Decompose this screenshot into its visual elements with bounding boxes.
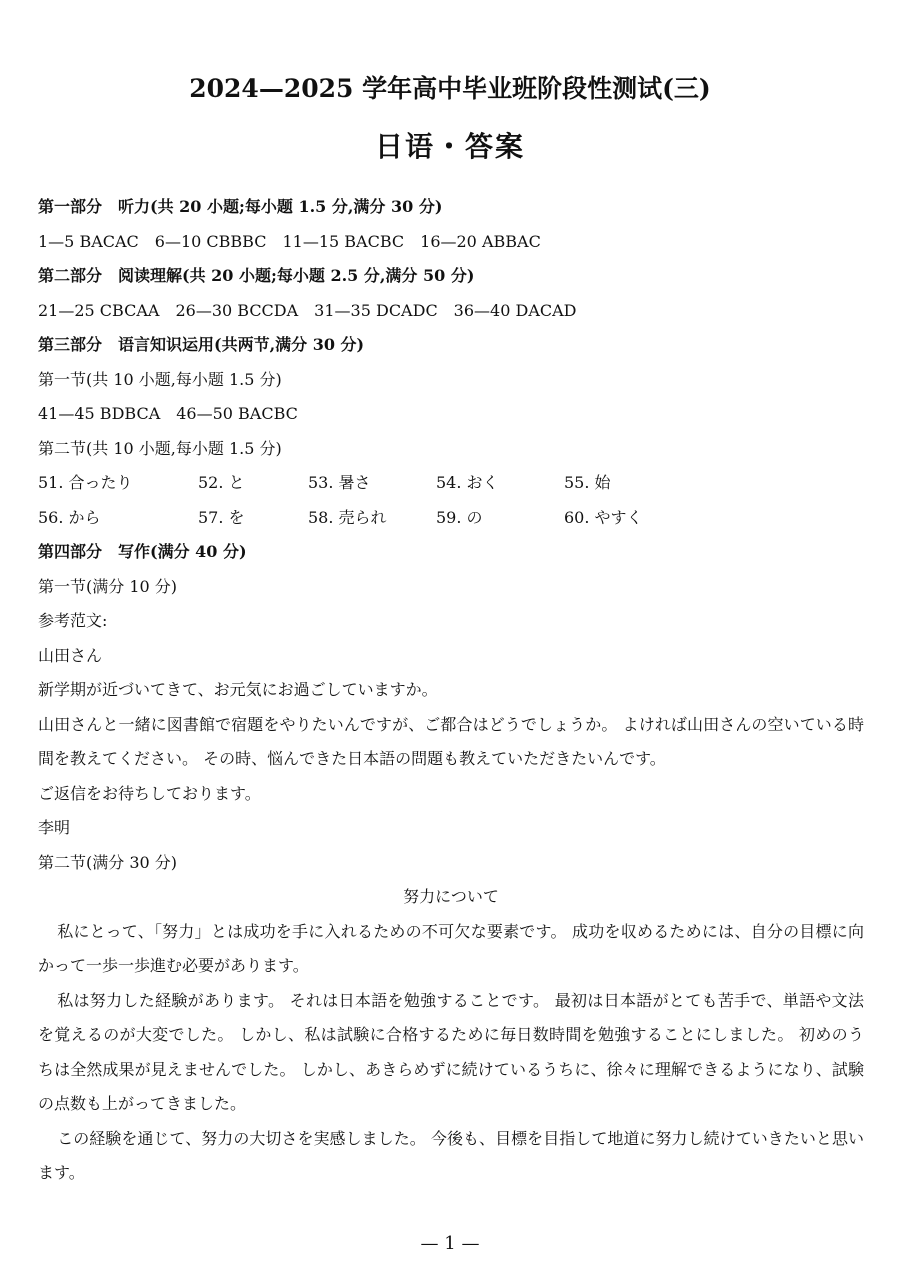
part3-section1-heading: 第一节(共 10 小题,每小题 1.5 分) [38,369,282,389]
answer-item: 60. やすく [564,507,643,527]
letter-line: 新学期が近づいてきて、お元気にお過ごしていますか。 [38,680,438,699]
page-number: — 1 — [420,1233,480,1254]
part1-answers: 1—5 BACAC 6—10 CBBBC 11—15 BACBC 16—20 ABBAC [38,231,541,251]
answer-item: 58. 売られ [308,507,387,527]
answer-item: 56. から [38,507,101,527]
fill-in-answers-row [38,466,864,501]
part4-section1-heading: 第一节(满分 10 分) [38,576,178,596]
answer-item: 54. おく [436,473,499,492]
essay-title: 努力について [403,887,499,906]
answer-item: 57. を [198,507,245,527]
part4-section2-heading: 第二节(满分 30 分) [38,852,178,872]
answer-item: 51. 合ったり [38,473,133,492]
letter-paragraph: 山田さんと一緒に図書館で宿題をやりたいんですが、ご都合はどうでしょうか。 よければ山田さんの空いている時間を教えてください。 その時、悩んできた日本語の問題も教えていただきたいんです。 [38,714,864,768]
part1-heading: 第一部分 听力(共 20 小题;每小题 1.5 分,满分 30 分) [38,197,443,216]
part3-section1-answers: 41—45 BDBCA 46—50 BACBC [38,404,298,423]
answer-item: 52. と [198,473,245,492]
letter-salutation: 山田さん [38,645,103,665]
sample-label: 参考范文: [38,611,108,630]
answer-item: 55. 始 [564,473,611,492]
part2-heading: 第二部分 阅读理解(共 20 小题;每小题 2.5 分,满分 50 分) [38,266,475,285]
fill-in-answers-row [38,501,864,536]
essay-paragraph: 私にとって、「努力」とは成功を手に入れるための不可欠な要素です。 成功を収めるためには、自分の目標に向かって一歩一歩進む必要があります。 [38,921,864,975]
answer-item: 53. 暑さ [308,473,371,492]
part2-answers: 21—25 CBCAA 26—30 BCCDA 31—35 DCADC 36—40 DACAD [38,300,577,320]
answer-content [38,190,864,1191]
letter-signature: 李明 [38,818,71,837]
essay-paragraph: 私は努力した経験があります。 それは日本語を勉強することです。 最初は日本語がとても苦手で、単語や文法を覚えるのが大変でした。 しかし、私は試験に合格するために毎日数時間を勉強することにしました。 初めのうちは全然成果が見えませんでした。 しかし、あきらめずに続けているうちに、徐々に理解できるようになり、試験の点数も上がってきました。 [38,990,864,1113]
part4-heading: 第四部分 写作(满分 40 分) [38,542,247,561]
essay-paragraph: この経験を通じて、努力の大切さを実感しました。 今後も、目標を目指して地道に努力し続けていきたいと思います。 [38,1128,864,1182]
part3-heading: 第三部分 语言知识运用(共两节,满分 30 分) [38,335,365,354]
page-title: 2024—2025 学年高中毕业班阶段性测试(三) [189,74,711,103]
answer-item: 59. の [436,507,483,527]
part3-section2-heading: 第二节(共 10 小题,每小题 1.5 分) [38,438,282,458]
letter-closing: ご返信をお待ちしております。 [38,783,261,803]
page-subtitle: 日语・答案 [374,130,525,163]
